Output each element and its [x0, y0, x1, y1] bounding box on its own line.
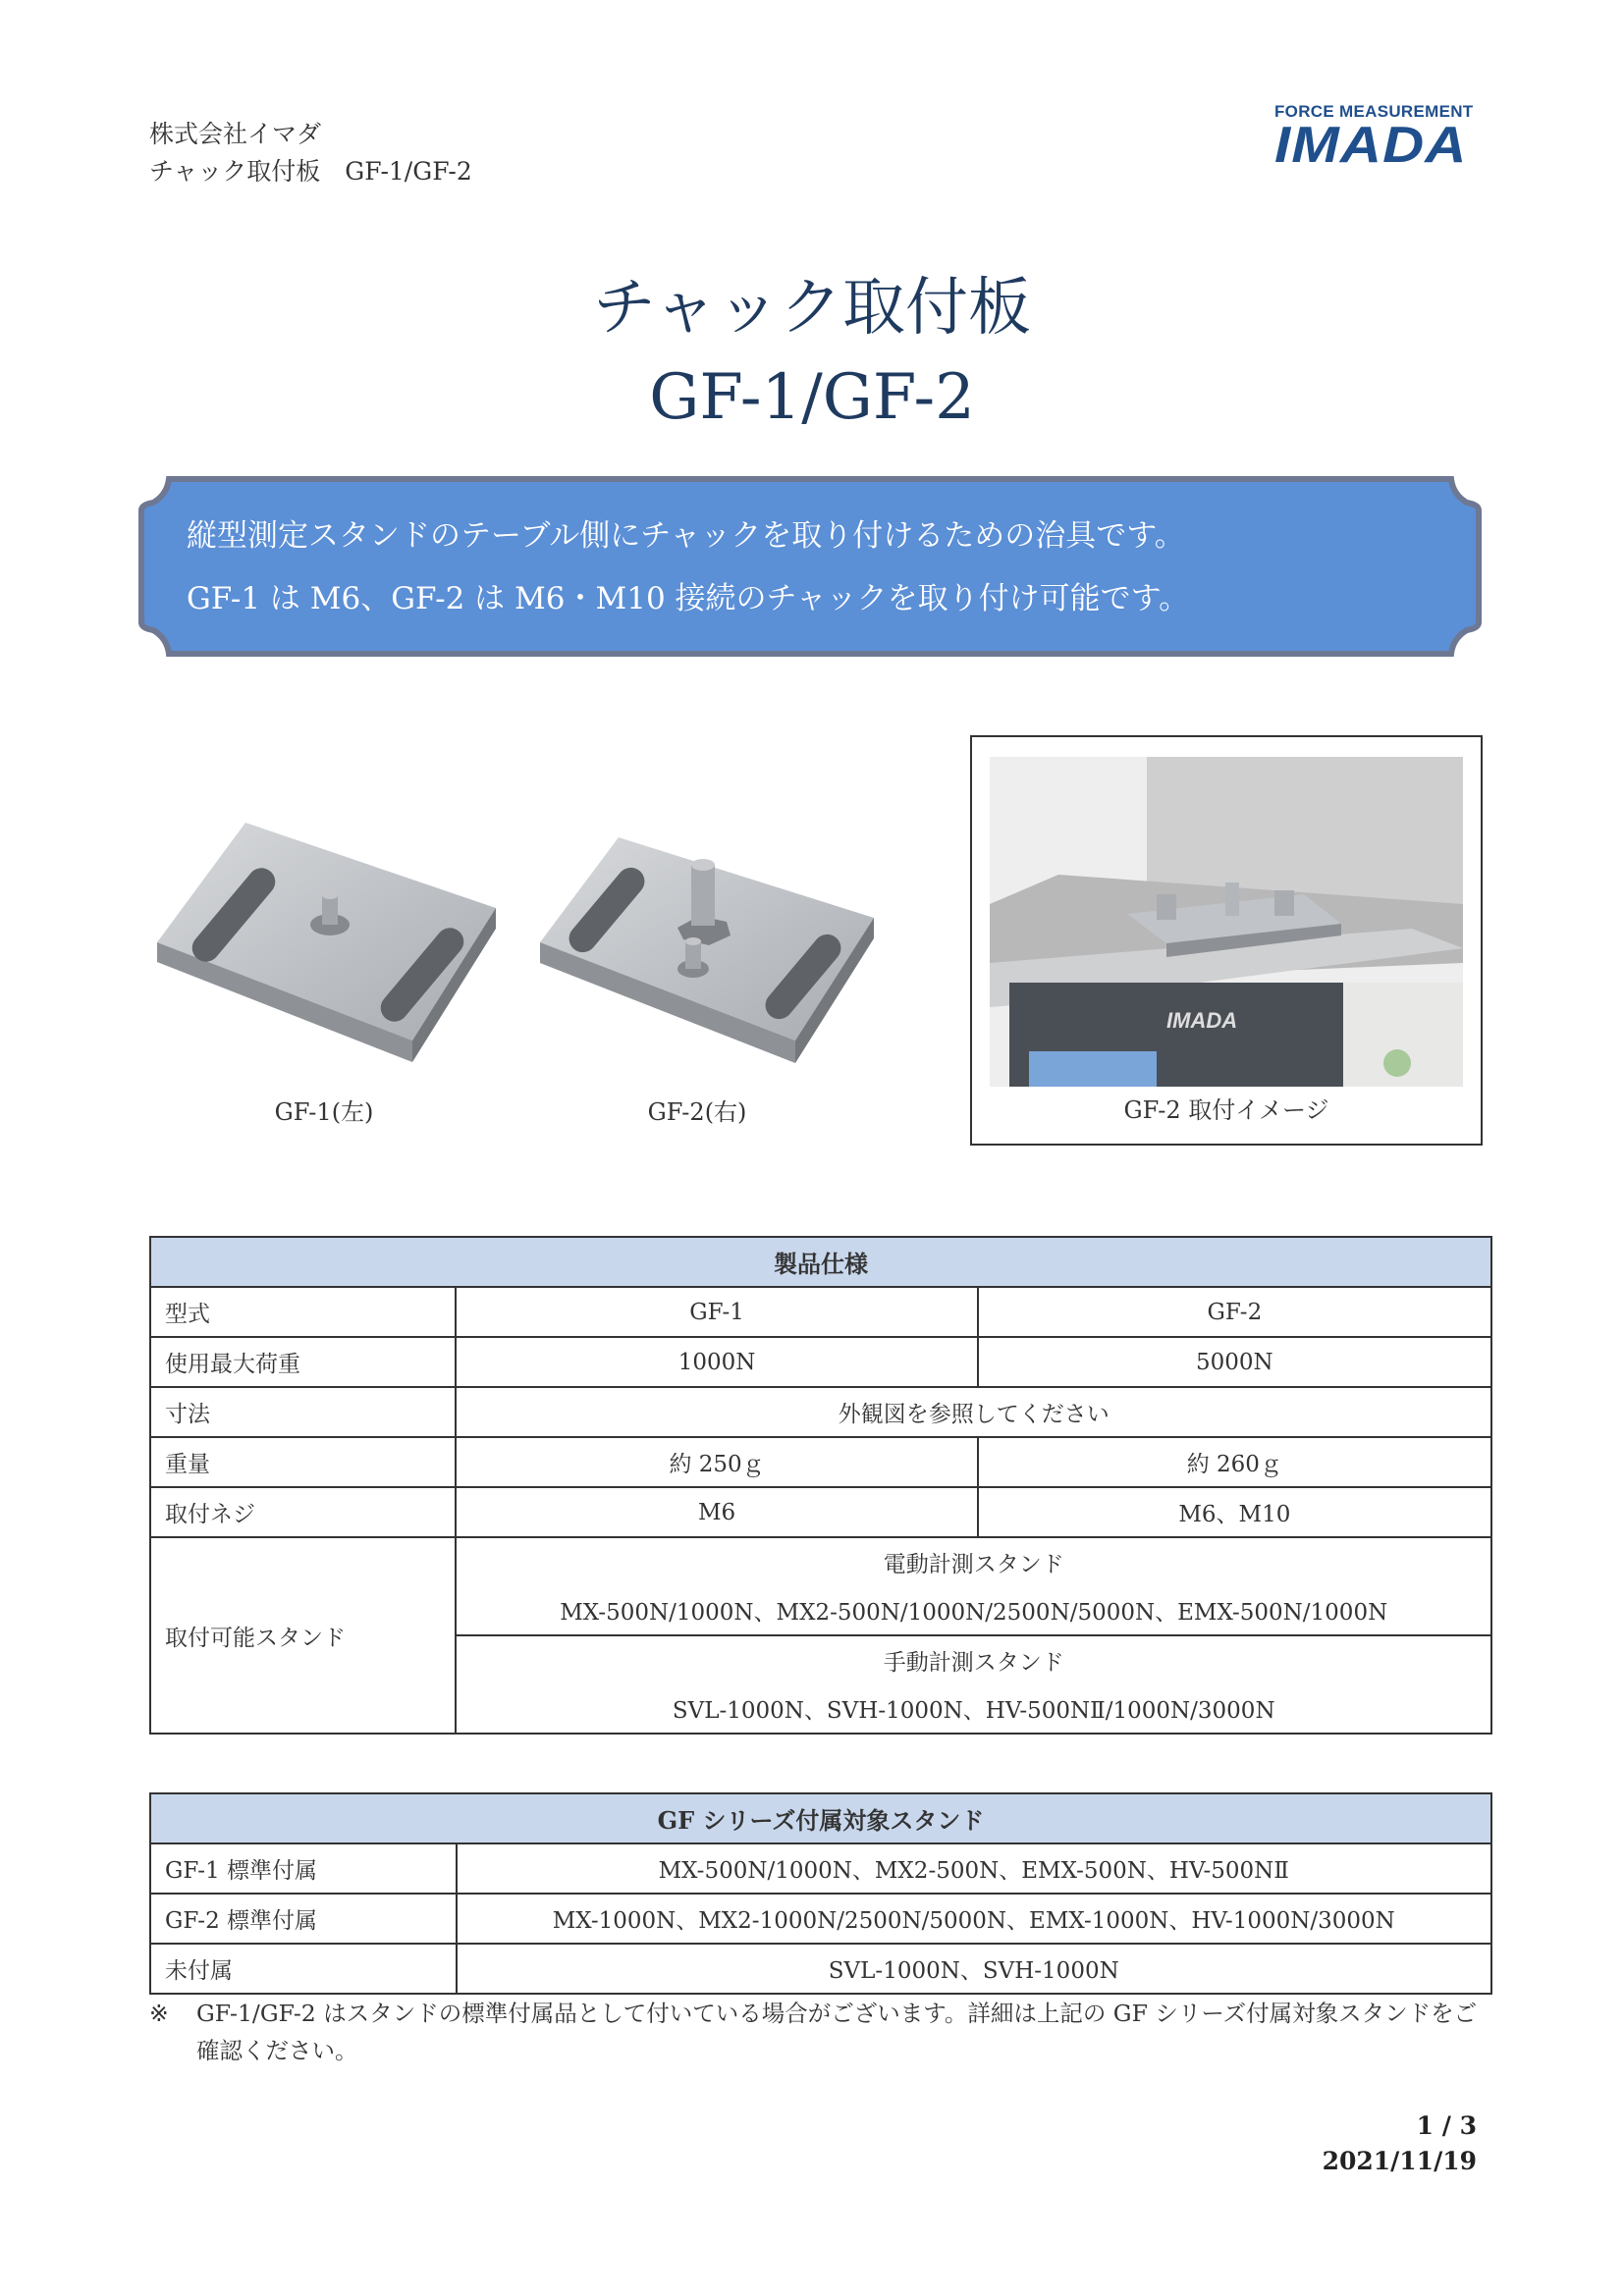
- series-table: [149, 1792, 1492, 1995]
- gf1-product-image: [147, 805, 511, 1070]
- table-row: [150, 1387, 1491, 1437]
- note-mark: ※: [149, 2000, 169, 2027]
- gf1-caption: GF-1(左): [274, 1098, 374, 1126]
- company-name: 株式会社イマダ: [149, 120, 322, 148]
- banner-text: [187, 505, 1189, 630]
- row-label: 重量: [150, 1437, 456, 1487]
- electric-stand-models: MX-500N/1000N、MX2-500N/1000N/2500N/5000N、EMX-500N/1000N: [456, 1586, 1491, 1635]
- electric-stand-heading: 電動計測スタンド: [456, 1537, 1491, 1586]
- page-title: チャック取付板: [592, 272, 1032, 345]
- spec-table-heading: 製品仕様: [150, 1237, 1491, 1287]
- logo-brand: IMADA: [1274, 117, 1468, 174]
- table-row: [150, 1437, 1491, 1487]
- table-row: [150, 1537, 1491, 1586]
- page-footer: [1323, 2109, 1477, 2179]
- series-table-heading: GF シリーズ付属対象スタンド: [150, 1793, 1491, 1843]
- row-label: 型式: [150, 1287, 456, 1337]
- table-cell: 5000N: [978, 1337, 1491, 1387]
- mounting-photo: [990, 757, 1463, 1087]
- gf2-caption: GF-2(右): [647, 1098, 747, 1126]
- table-cell: GF-2: [978, 1287, 1491, 1337]
- issue-date: 2021/11/19: [1322, 2147, 1477, 2175]
- page-number: 1 / 3: [1416, 2111, 1477, 2140]
- table-cell: SVL-1000N、SVH-1000N: [457, 1944, 1492, 1994]
- manual-stand-models: SVL-1000N、SVH-1000N、HV-500NⅡ/1000N/3000N: [456, 1684, 1491, 1734]
- table-cell: MX-1000N、MX2-1000N/2500N/5000N、EMX-1000N、HV-1000N/3000N: [457, 1894, 1492, 1944]
- banner-line-1: 縦型測定スタンドのテーブル側にチャックを取り付けるための治具です。: [187, 518, 1185, 554]
- row-label: 取付ネジ: [150, 1487, 456, 1537]
- table-cell: 外観図を参照してください: [456, 1387, 1491, 1437]
- footnote: [149, 1995, 1494, 2069]
- table-cell: GF-1: [456, 1287, 977, 1337]
- table-row: [150, 1944, 1491, 1994]
- table-cell: MX-500N/1000N、MX2-500N、EMX-500N、HV-500NⅡ: [457, 1843, 1492, 1894]
- table-cell: 1000N: [456, 1337, 977, 1387]
- table-cell: 約 250ｇ: [456, 1437, 977, 1487]
- document-name: チャック取付板 GF-1/GF-2: [149, 157, 472, 186]
- spec-table: [149, 1236, 1492, 1735]
- page-subtitle: GF-1/GF-2: [649, 361, 975, 434]
- row-label: 取付可能スタンド: [150, 1537, 456, 1734]
- document-header: [149, 116, 472, 190]
- row-label: 寸法: [150, 1387, 456, 1437]
- mounting-caption: GF-2 取付イメージ: [1123, 1096, 1329, 1124]
- imada-logo: [1274, 102, 1481, 177]
- table-cell: 約 260ｇ: [978, 1437, 1491, 1487]
- banner-line-2: GF-1 は M6、GF-2 は M6・M10 接続のチャックを取り付け可能です。: [187, 581, 1190, 616]
- gf2-product-image: [530, 820, 893, 1075]
- table-row: [150, 1843, 1491, 1894]
- note-text: GF-1/GF-2 はスタンドの標準付属品として付いている場合がございます。詳細は上記の GF シリーズ付属対象スタンドをご確認ください。: [196, 2000, 1478, 2064]
- table-cell: M6: [456, 1487, 977, 1537]
- logo-tagline: FORCE MEASUREMENT: [1274, 102, 1474, 121]
- device-brand-text: IMADA: [1166, 1008, 1238, 1033]
- table-row: [150, 1337, 1491, 1387]
- row-label: GF-1 標準付属: [150, 1843, 457, 1894]
- manual-stand-heading: 手動計測スタンド: [456, 1635, 1491, 1684]
- table-row: [150, 1287, 1491, 1337]
- row-label: 未付属: [150, 1944, 457, 1994]
- table-row: [150, 1894, 1491, 1944]
- row-label: GF-2 標準付属: [150, 1894, 457, 1944]
- row-label: 使用最大荷重: [150, 1337, 456, 1387]
- mounting-image-frame: [970, 735, 1483, 1146]
- table-cell: M6、M10: [978, 1487, 1491, 1537]
- table-row: [150, 1487, 1491, 1537]
